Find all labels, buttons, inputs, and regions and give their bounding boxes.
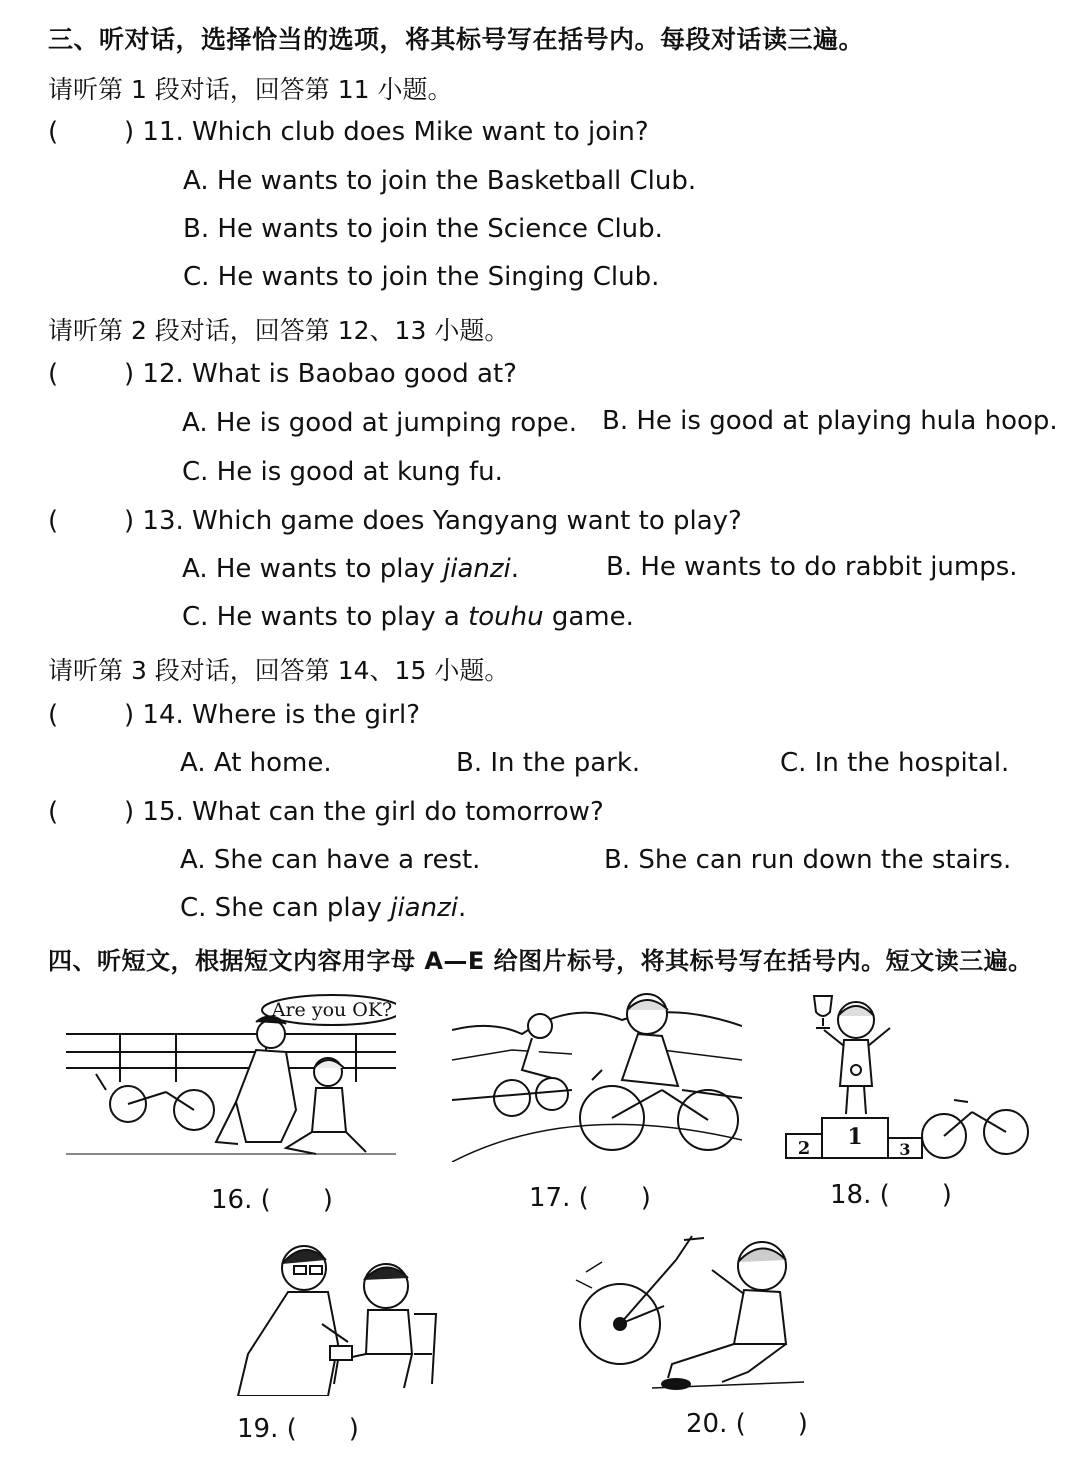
q12-option-b: B. He is good at playing hula hoop. bbox=[602, 406, 1058, 436]
picture-18-caption: 18. ( ) bbox=[830, 1180, 952, 1210]
section-4-heading: 四、听短文，根据短文内容用字母 A—E 给图片标号，将其标号写在括号内。短文读三遍。 bbox=[48, 947, 1033, 975]
picture-17-caption: 17. ( ) bbox=[529, 1183, 651, 1213]
question-11-stem: ) 11. Which club does Mike want to join? bbox=[124, 117, 649, 147]
section-3-heading: 三、听对话，选择恰当的选项，将其标号写在括号内。每段对话读三遍。 bbox=[48, 25, 865, 54]
q11-option-b: B. He wants to join the Science Club. bbox=[183, 214, 663, 244]
trophy-icon bbox=[814, 996, 832, 1016]
podium-place-3: 3 bbox=[899, 1140, 911, 1159]
podium-place-2: 2 bbox=[797, 1138, 811, 1159]
q15-option-b: B. She can run down the stairs. bbox=[604, 845, 1012, 875]
q14-option-b: B. In the park. bbox=[456, 748, 641, 778]
q13-option-b: B. He wants to do rabbit jumps. bbox=[606, 552, 1018, 582]
q15-option-a: A. She can have a rest. bbox=[180, 845, 481, 875]
q11-option-a: A. He wants to join the Basketball Club. bbox=[183, 166, 697, 196]
answer-paren-open: ( bbox=[48, 797, 59, 827]
picture-18-podium-winner bbox=[782, 990, 1030, 1160]
picture-17-cycling-race bbox=[452, 990, 742, 1162]
podium-place-1: 1 bbox=[847, 1124, 863, 1150]
answer-paren-open: ( bbox=[48, 700, 59, 730]
picture-20-caption: 20. ( ) bbox=[686, 1409, 808, 1439]
q12-option-a: A. He is good at jumping rope. bbox=[182, 408, 577, 438]
question-13-stem: ) 13. Which game does Yangyang want to play? bbox=[124, 506, 742, 536]
q13-option-c: C. He wants to play a touhu game. bbox=[182, 602, 634, 632]
q11-option-c: C. He wants to join the Singing Club. bbox=[183, 262, 660, 292]
question-14-stem: ) 14. Where is the girl? bbox=[124, 700, 420, 730]
answer-paren-open: ( bbox=[48, 359, 59, 389]
q13-option-a: A. He wants to play jianzi. bbox=[182, 554, 520, 584]
q14-option-c: C. In the hospital. bbox=[780, 748, 1010, 778]
dialog-3-instruction: 请听第 3 段对话，回答第 14、15 小题。 bbox=[48, 656, 510, 685]
q14-option-a: A. At home. bbox=[180, 748, 332, 778]
picture-19-caption: 19. ( ) bbox=[237, 1414, 359, 1444]
question-15-stem: ) 15. What can the girl do tomorrow? bbox=[124, 797, 604, 827]
answer-paren-open: ( bbox=[48, 117, 59, 147]
dialog-2-instruction: 请听第 2 段对话，回答第 12、13 小题。 bbox=[48, 316, 510, 345]
picture-20-boy-fell-off-bike bbox=[572, 1232, 806, 1390]
q15-option-c: C. She can play jianzi. bbox=[180, 893, 467, 923]
answer-paren-open: ( bbox=[48, 506, 59, 536]
picture-19-doctor-treating-boy bbox=[218, 1234, 440, 1396]
speech-bubble-text: Are you OK? bbox=[271, 999, 393, 1021]
question-12-stem: ) 12. What is Baobao good at? bbox=[124, 359, 517, 389]
dialog-1-instruction: 请听第 1 段对话，回答第 11 小题。 bbox=[48, 75, 453, 104]
q12-option-c: C. He is good at kung fu. bbox=[182, 457, 503, 487]
picture-16-woman-helping-child bbox=[66, 992, 396, 1162]
picture-16-caption: 16. ( ) bbox=[211, 1185, 333, 1215]
